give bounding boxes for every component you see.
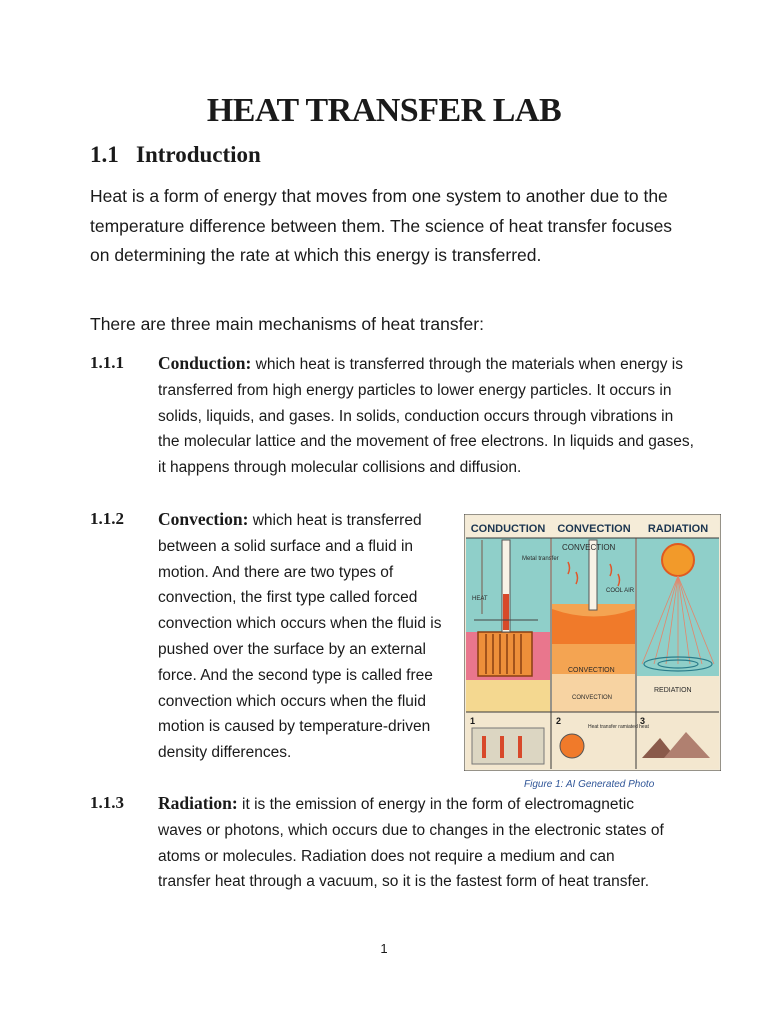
subsection-keyword: Convection: xyxy=(158,509,249,529)
heat-transfer-figure xyxy=(464,514,721,771)
section-heading xyxy=(90,142,261,168)
document-title: HEAT TRANSFER LAB xyxy=(206,92,562,129)
subsection-number: 1.1.3 xyxy=(90,793,124,812)
panel-title-radiation: RADIATION xyxy=(647,523,709,535)
mechanisms-intro: There are three main mechanisms of heat transfer: xyxy=(90,314,484,334)
step-2-marker: 2 xyxy=(556,716,562,726)
subsection-text: which heat is transferred between a solid surface and a fluid in motion. And there are two types of convection, the first type called forced convection which occurs when the fluid is pushed over the surface by an external force. And the second type is called free convection which occurs when the fluid motion is caused by temperature-driven density differences. xyxy=(158,512,442,762)
subsection-body xyxy=(158,351,698,481)
subsection-text: which heat is transferred through the materials when energy is transferred from high energy particles to lower energy particles. It occurs in solids, liquids, and gases. In solids, conduction occurs through vibrations in the molecular lattice and the movement of free electrons. In liquids and gases, it happens through molecular collisions and diffusion. xyxy=(158,356,694,477)
intro-paragraph: Heat is a form of energy that moves from one system to another due to the temperature difference between them. The science of heat transfer focuses on determining the rate at which this energy is transferred. xyxy=(90,186,673,265)
label-heat: HEAT xyxy=(472,596,488,602)
page-number: 1 xyxy=(380,941,388,956)
subsection-number: 1.1.1 xyxy=(90,353,124,372)
panel-title-convection: CONVECTION xyxy=(557,523,631,535)
figure-caption: Figure 1: AI Generated Photo xyxy=(524,779,655,790)
label-heat-transfer-radiated: Heat transfer ramiated heat xyxy=(588,724,649,730)
subsection-body xyxy=(158,791,668,895)
label-convection-top: CONVECTION xyxy=(562,543,616,552)
label-convection-mid: CONVECTION xyxy=(568,667,615,674)
subsection-keyword: Radiation: xyxy=(158,793,238,813)
panel-title-conduction: CONDUCTION xyxy=(470,523,546,535)
subsection-keyword: Conduction: xyxy=(158,353,252,373)
section-number: 1.1 xyxy=(90,142,119,167)
label-cool-air: COOL AIR xyxy=(606,588,635,594)
subsection-number: 1.1.2 xyxy=(90,509,124,528)
section-title: Introduction xyxy=(136,142,261,167)
subsection-body xyxy=(158,507,458,766)
label-convection-bottom: CONVECTION xyxy=(572,695,613,701)
label-radiation-bottom: REDIATION xyxy=(654,687,692,694)
step-3-marker: 3 xyxy=(640,716,646,726)
step-1-marker: 1 xyxy=(470,716,476,726)
subsection-text: it is the emission of energy in the form of electromagnetic waves or photons, which occurs due to changes in the electronic states of atoms or molecules. Radiation does not require a medium and can transfer heat through a vacuum, so it is the fastest form of heat transfer. xyxy=(158,796,664,891)
label-metal-transfer: Metal transfer xyxy=(522,556,559,562)
